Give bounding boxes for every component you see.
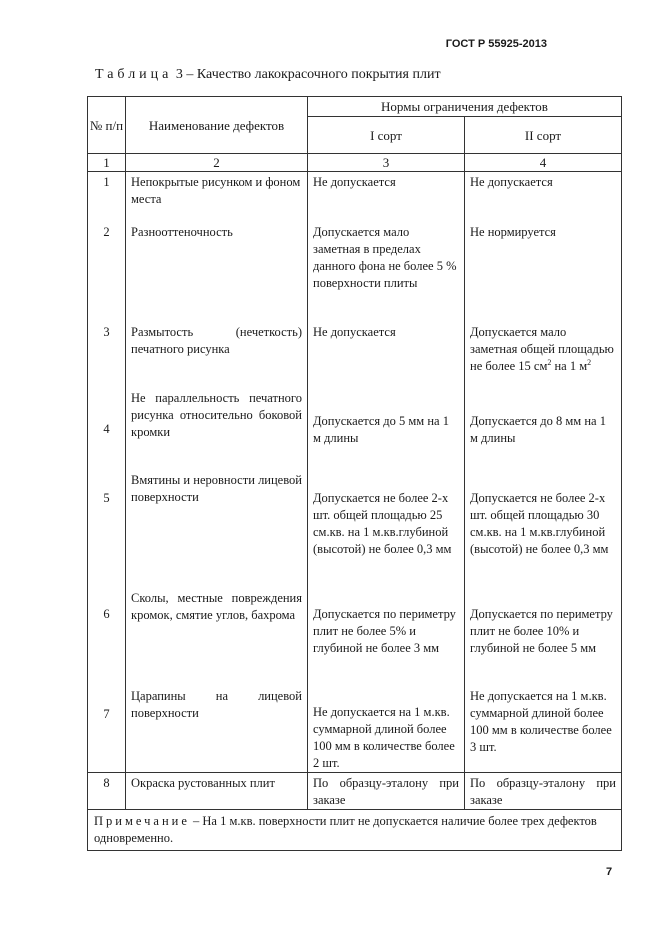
defects-table xyxy=(87,96,622,851)
grade2-value: Допускается мало заметная общей площадью не более 15 $см^2$ на 1 $м^2$ xyxy=(470,324,614,373)
defect-name: Царапины на лицевой поверхности xyxy=(131,688,302,720)
grade1-value: По образцу-эталону при заказе xyxy=(313,775,459,807)
header-grade2: II сорт xyxy=(465,117,622,154)
defect-name: Вмятины и неровности лицевой поверхности xyxy=(131,472,302,504)
defect-name: Непокрытые рисунком и фоном места xyxy=(131,175,301,206)
grade1-value: Не допускается на 1 м.кв. суммарной длиной более 100 мм в количестве более 2 шт. xyxy=(313,704,455,770)
table-row xyxy=(88,470,622,588)
caption-title: – Качество лакокрасочного покрытия плит xyxy=(186,67,441,82)
grade1-value: Допускается по периметру плит не более 5% и глубиной не более 3 мм xyxy=(313,606,456,655)
caption-word: Таблица xyxy=(95,67,173,82)
table-row xyxy=(88,222,622,322)
page-number: 7 xyxy=(606,866,613,878)
col-number: 2 xyxy=(126,154,308,172)
defect-name: Окраска рустованных плит xyxy=(131,775,275,790)
document-code: ГОСТ Р 55925-2013 xyxy=(445,38,547,50)
table-row xyxy=(88,772,622,809)
table-row xyxy=(88,686,622,773)
row-number: 5 xyxy=(103,490,110,505)
grade2-value: Допускается не более 2-х шт. общей площадью 30 см.кв. на 1 м.кв.глубиной (высотой) не более 0,3 мм xyxy=(470,490,609,556)
row-number: 4 xyxy=(103,422,110,436)
grade1-value: Допускается не более 2-х шт. общей площадью 25 см.кв. на 1 м.кв.глубиной (высотой) не более 0,3 мм xyxy=(313,490,452,556)
table-note xyxy=(88,809,622,850)
grade1-value: Допускается до 5 мм на 1 м длины xyxy=(313,413,449,445)
row-number: 7 xyxy=(103,706,110,721)
grade2-value: Не допускается xyxy=(470,175,553,189)
table-row xyxy=(88,388,622,470)
grade2-value: Не нормируется xyxy=(470,224,556,239)
header-num: № п/п xyxy=(88,97,126,154)
header-name: Наименование дефектов xyxy=(126,97,308,154)
header-norms: Нормы ограничения дефектов xyxy=(308,97,622,117)
row-number: 1 xyxy=(103,175,110,189)
defect-name: Не параллельность печатного рисунка относительно боковой кромки xyxy=(131,390,302,439)
row-number: 6 xyxy=(103,606,110,621)
row-number: 3 xyxy=(103,324,110,339)
row-number: 2 xyxy=(103,224,110,239)
defect-name: Размытость (нечеткость) печатного рисунка xyxy=(131,324,302,356)
table-row xyxy=(88,322,622,388)
grade2-value: По образцу-эталону при заказе xyxy=(470,775,616,807)
defect-name: Разнооттеночность xyxy=(131,224,233,239)
defect-name: Сколы, местные повреждения кромок, смятие углов, бахрома xyxy=(131,590,302,622)
col-number: 4 xyxy=(465,154,622,172)
table-row xyxy=(88,172,622,222)
grade1-value: Не допускается xyxy=(313,175,396,189)
col-number: 3 xyxy=(308,154,465,172)
note-label: Примечание xyxy=(94,813,190,828)
grade2-value: Допускается до 8 мм на 1 м длины xyxy=(470,413,606,445)
note-text: – На 1 м.кв. поверхности плит не допускается наличие более трех дефектов одновременно. xyxy=(94,813,597,845)
table-caption xyxy=(95,67,441,83)
table-row xyxy=(88,588,622,686)
grade2-value: Допускается по периметру плит не более 10% и глубиной не более 5 мм xyxy=(470,606,613,655)
grade1-value: Не допускается xyxy=(313,324,396,339)
caption-number: 3 xyxy=(175,67,183,82)
row-number: 8 xyxy=(103,775,110,790)
grade1-value: Допускается мало заметная в пределах данного фона не более 5 % поверхности плиты xyxy=(313,224,457,290)
grade2-value: Не допускается на 1 м.кв. суммарной длиной более 100 мм в количестве более 3 шт. xyxy=(470,688,612,754)
header-grade1: I сорт xyxy=(308,117,465,154)
col-number: 1 xyxy=(88,154,126,172)
